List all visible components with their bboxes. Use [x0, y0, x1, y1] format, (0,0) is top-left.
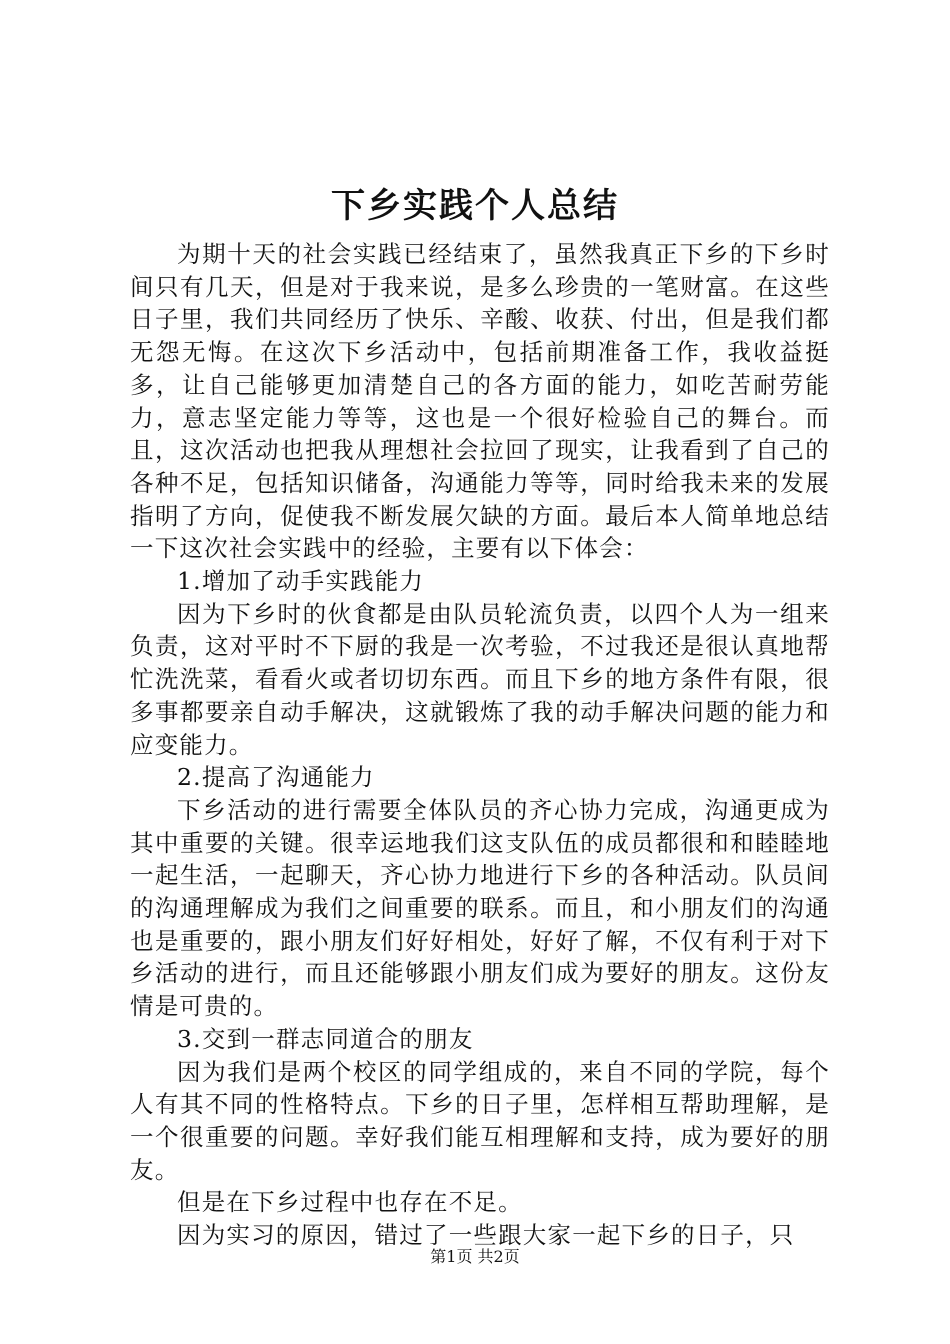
section-heading-2: 2.提高了沟通能力: [177, 763, 375, 792]
paragraph-section-1: 因为下乡时的伙食都是由队员轮流负责，以四个人为一组来负责，这对平时不下厨的我是一次考验，不过我还是很认真地帮忙洗洗菜，看看火或者切切东西。而且下乡的地方条件有限，很多事都要亲自动手解决，这就锻炼了我的动手解决问题的能力和应变能力。: [130, 599, 830, 759]
section-heading-1: 1.增加了动手实践能力: [177, 567, 425, 596]
paragraph-section-2: 下乡活动的进行需要全体队员的齐心协力完成，沟通更成为其中重要的关键。很幸运地我们这支队伍的成员都很和和睦睦地一起生活，一起聊天，齐心协力地进行下乡的各种活动。队员间的沟通理解成为我们之间重要的联系。而且，和小朋友们的沟通也是重要的，跟小朋友们好好相处，好好了解，不仅有利于对下乡活动的进行，而且还能够跟小朋友们成为要好的朋友。这份友情是可贵的。: [130, 795, 830, 1021]
document-body: [130, 238, 830, 1252]
page-footer: 第1页 共2页: [430, 1247, 520, 1266]
document-title: 下乡实践个人总结: [331, 186, 619, 226]
paragraph-shortcoming: 但是在下乡过程中也存在不足。: [177, 1188, 523, 1217]
paragraph-intro: 为期十天的社会实践已经结束了，虽然我真正下乡的下乡时间只有几天，但是对于我来说，是多么珍贵的一笔财富。在这些日子里，我们共同经历了快乐、辛酸、收获、付出，但是我们都无怨无悔。在这次下乡活动中，包括前期准备工作，我收益挺多，让自己能够更加清楚自己的各方面的能力，如吃苦耐劳能力，意志坚定能力等等，这也是一个很好检验自己的舞台。而且，这次活动也把我从理想社会拉回了现实，让我看到了自己的各种不足，包括知识储备，沟通能力等等，同时给我未来的发展指明了方向，促使我不断发展欠缺的方面。最后本人简单地总结一下这次社会实践中的经验，主要有以下体会：: [130, 240, 830, 563]
paragraph-section-3: 因为我们是两个校区的同学组成的，来自不同的学院，每个人有其不同的性格特点。下乡的日子里，怎样相互帮助理解，是一个很重要的问题。幸好我们能互相理解和支持，成为要好的朋友。: [130, 1057, 830, 1184]
section-heading-3: 3.交到一群志同道合的朋友: [177, 1024, 474, 1053]
paragraph-continued: 因为实习的原因，错过了一些跟大家一起下乡的日子，只: [177, 1221, 795, 1250]
